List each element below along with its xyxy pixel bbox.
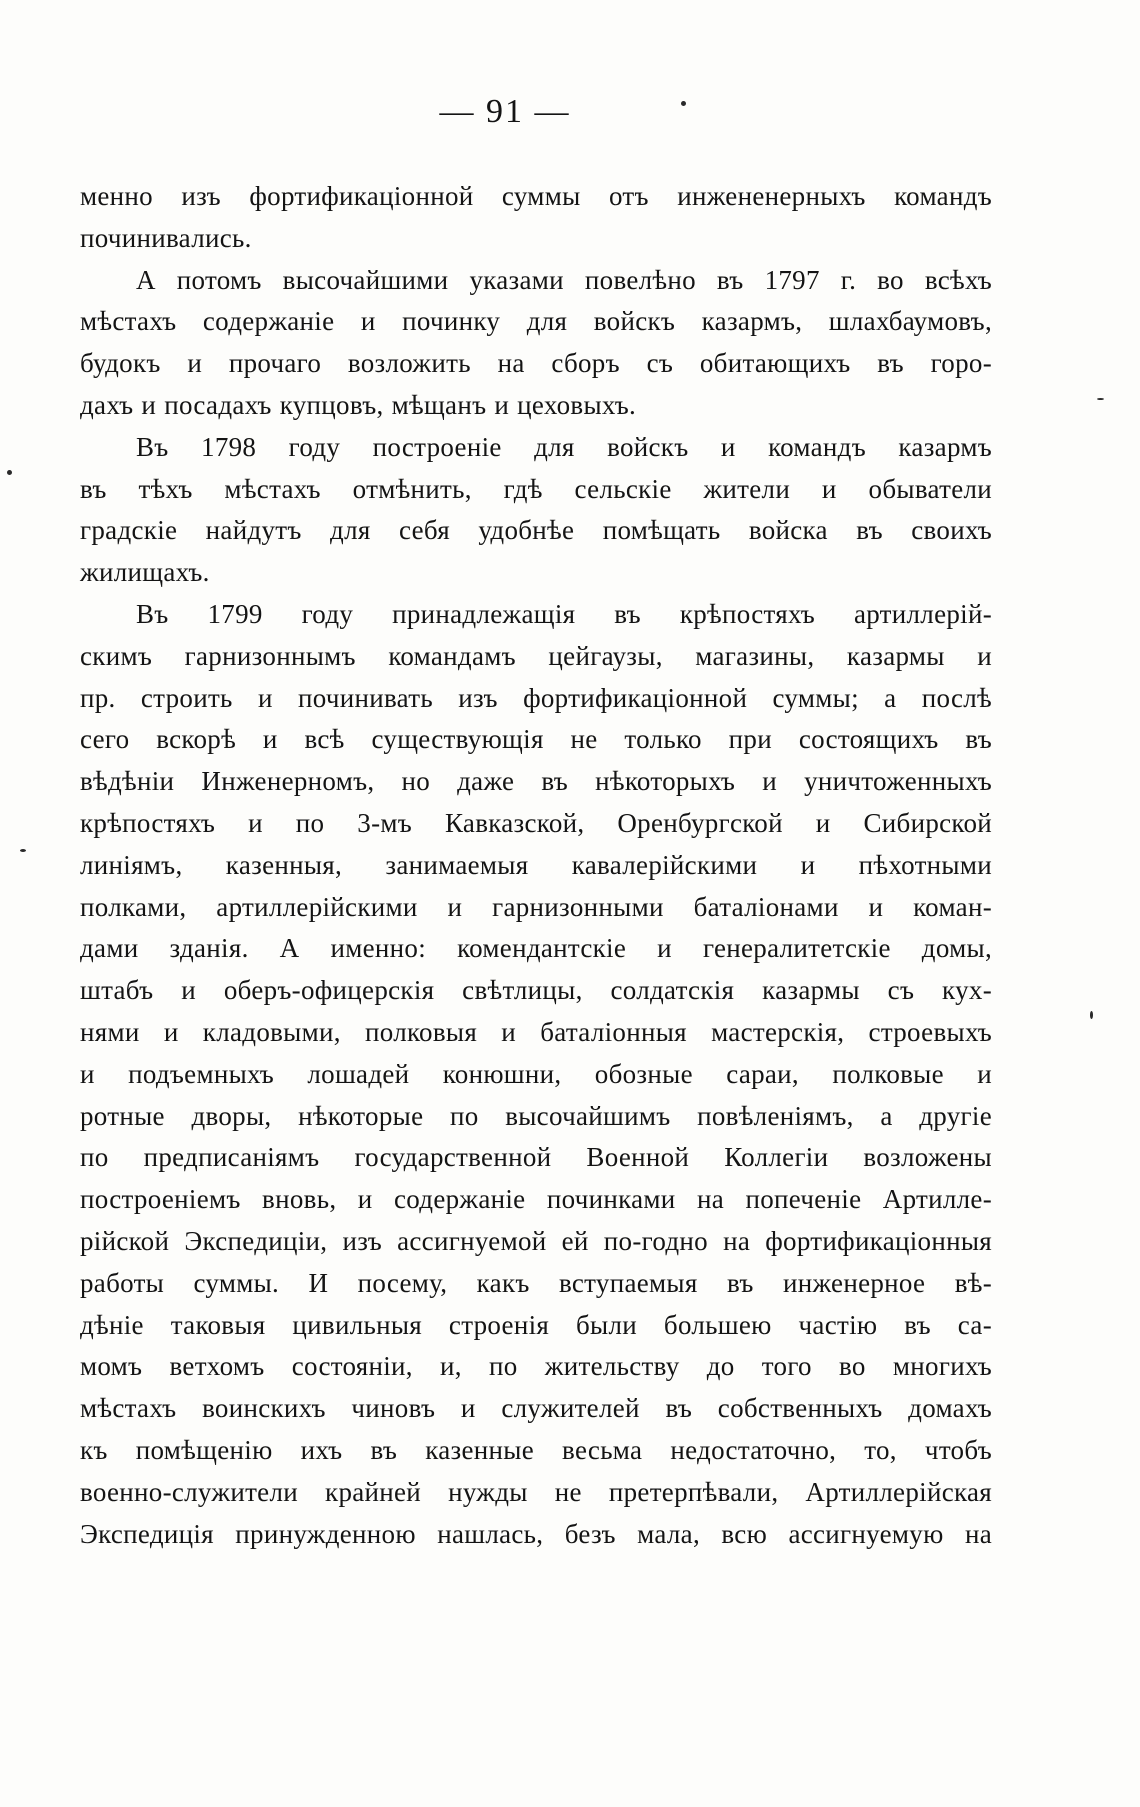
text-line: дами зданія. А именно: комендантскіе и генералитетскіе домы, [80,933,992,964]
text-line: починивались. [80,222,252,253]
text-line: рійской Экспедиціи, изъ ассигнуемой ей по-годно на фортификаціонныя [80,1225,992,1256]
text-line: военно-служители крайней нужды не претерпѣвали, Артиллерійская [80,1476,992,1507]
text-line: полками, артиллерійскими и гарнизонными баталіонами и коман- [80,891,992,922]
text-line: дѣніе таковыя цивильныя строенія были большею частію въ са- [80,1309,992,1340]
scan-speck [20,849,26,852]
text-line: скимъ гарнизоннымъ командамъ цейгаузы, магазины, казармы и [80,640,992,671]
text-line: нями и кладовыми, полковыя и баталіонныя мастерскія, строевыхъ [80,1016,992,1047]
text-line: А потомъ высочайшими указами повелѣно въ 1797 г. во всѣхъ [136,264,992,295]
text-line: ротные дворы, нѣкоторые по высочайшимъ повѣленіямъ, а другіе [80,1100,992,1131]
paragraph-4 [80,594,992,1555]
text-line: линіямъ, казенныя, занимаемыя кавалерійскими и пѣхотными [80,849,992,880]
body-text [80,176,992,1555]
text-line: по предписаніямъ государственной Военной Коллегіи возложены [80,1142,992,1173]
text-line: градскіе найдутъ для себя удобнѣе помѣщать войска въ своихъ [80,515,992,546]
text-line: работы суммы. И посему, какъ вступаемыя въ инженерное вѣ- [80,1267,992,1298]
text-line: будокъ и прочаго возложить на сборъ съ обитающихъ въ горо- [80,348,992,379]
text-line: Экспедиція принужденною нашлась, безъ мала, всю ассигнуемую на [80,1518,992,1549]
text-line: момъ ветхомъ состояніи, и, по жительству до того во многихъ [80,1351,992,1382]
paragraph-3 [80,427,992,594]
text-line: построеніемъ вновь, и содержаніе починками на попеченіе Артилле- [80,1184,992,1215]
text-line: дахъ и посадахъ купцовъ, мѣщанъ и цеховыхъ. [80,389,636,420]
paragraph-1 [80,176,992,260]
text-line: и подъемныхъ лошадей конюшни, обозные сараи, полковые и [80,1058,992,1089]
text-line: вѣдѣніи Инженерномъ, но даже въ нѣкоторыхъ и уничтоженныхъ [80,766,992,797]
text-line: Въ 1799 году принадлежащія въ крѣпостяхъ артиллерій- [136,598,992,629]
text-line: штабъ и оберъ-офицерскія свѣтлицы, солдатскія казармы съ кух- [80,975,992,1006]
text-line: пр. строить и починивать изъ фортификаціонной суммы; а послѣ [80,682,992,713]
text-line: къ помѣщенію ихъ въ казенные весьма недостаточно, то, чтобъ [80,1434,992,1465]
scan-speck [1097,398,1104,400]
scan-speck [7,470,12,475]
text-line: Въ 1798 году построеніе для войскъ и командъ казармъ [136,431,992,462]
scan-speck [681,101,686,106]
paragraph-2 [80,260,992,427]
text-line: крѣпостяхъ и по 3-мъ Кавказской, Оренбургской и Сибирской [80,807,992,838]
text-line: мѣстахъ содержаніе и починку для войскъ казармъ, шлахбаумовъ, [80,306,992,337]
text-line: сего вскорѣ и всѣ существующія не только при состоящихъ въ [80,724,992,755]
text-line: менно изъ фортификаціонной суммы отъ инжененерныхъ командъ [80,181,992,211]
text-line: въ тѣхъ мѣстахъ отмѣнить, гдѣ сельскіе жители и обыватели [80,473,992,504]
text-line: жилищахъ. [80,557,210,588]
page-number: — 91 — [439,93,571,130]
text-line: мѣстахъ воинскихъ чиновъ и служителей въ собственныхъ домахъ [80,1393,992,1424]
scan-speck [1090,1011,1093,1019]
